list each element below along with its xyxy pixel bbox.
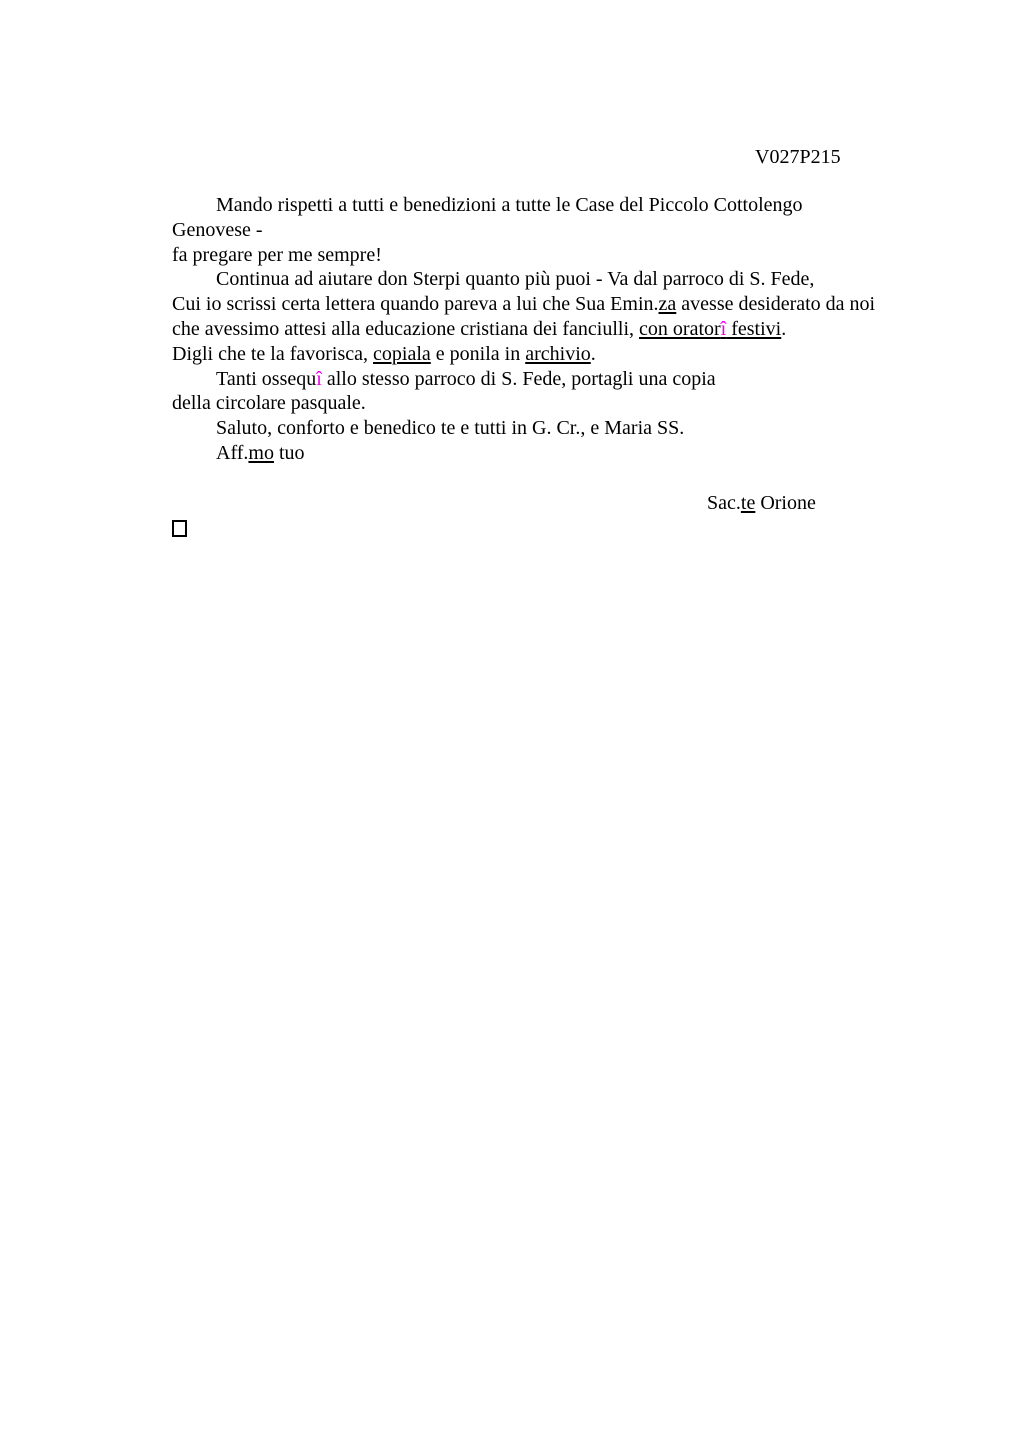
text-segment: Continua ad aiutare don Sterpi quanto più puoi - Va dal parroco di S. Fede, [216,268,815,291]
text-segment: Aff. [216,441,249,464]
text-line [172,391,912,416]
text-segment: Genovese - [172,218,263,241]
text-segment: allo stesso parroco di S. Fede, portagli una copia [321,367,716,390]
text-segment: tuo [273,441,305,464]
text-segment: festivi [726,317,782,340]
page-reference-code: V027P215 [755,146,841,168]
text-segment: î [316,367,322,390]
text-segment: . [590,342,596,365]
text-segment: che avessimo attesi alla educazione cristiana dei fanciulli, [172,317,640,340]
text-line [172,441,912,466]
text-segment: mo [248,441,274,464]
text-line [172,193,912,218]
footer-glyph-line [172,515,912,540]
text-segment: con orator [639,317,721,340]
text-line [172,267,912,292]
empty-box-glyph [172,520,187,537]
text-segment: e ponila in [430,342,526,365]
text-line [172,218,912,243]
text-segment: Cui io scrissi certa lettera quando pareva a lui che Sua Emin. [172,293,659,316]
text-segment: fa pregare per me sempre! [172,243,382,266]
text-segment: Sac. [707,491,741,514]
text-line [172,243,912,268]
text-segment: Mando rispetti a tutti e benedizioni a tutte le Case del Piccolo Cottolengo [216,194,803,216]
text-line [172,466,912,491]
text-line [172,416,912,441]
text-segment: î [720,317,727,340]
text-segment: . [781,317,787,340]
text-line [172,342,912,367]
text-segment: Digli che te la favorisca, [172,342,374,365]
text-segment: copiala [373,342,431,365]
signature-line [707,491,912,516]
text-line [172,317,912,342]
text-segment: avesse desiderato da noi [676,293,876,316]
text-segment: Saluto, conforto e benedico te e tutti in G. Cr., e Maria SS. [216,417,685,440]
letter-body [172,193,912,540]
text-segment: archivio [525,342,591,365]
text-line [172,292,912,317]
text-line [172,367,912,392]
text-segment: Tanti ossequ [216,367,317,390]
text-segment: della circolare pasquale. [172,392,366,415]
text-segment: za [658,293,677,316]
text-segment: te [740,491,756,514]
text-segment: Orione [755,491,816,514]
